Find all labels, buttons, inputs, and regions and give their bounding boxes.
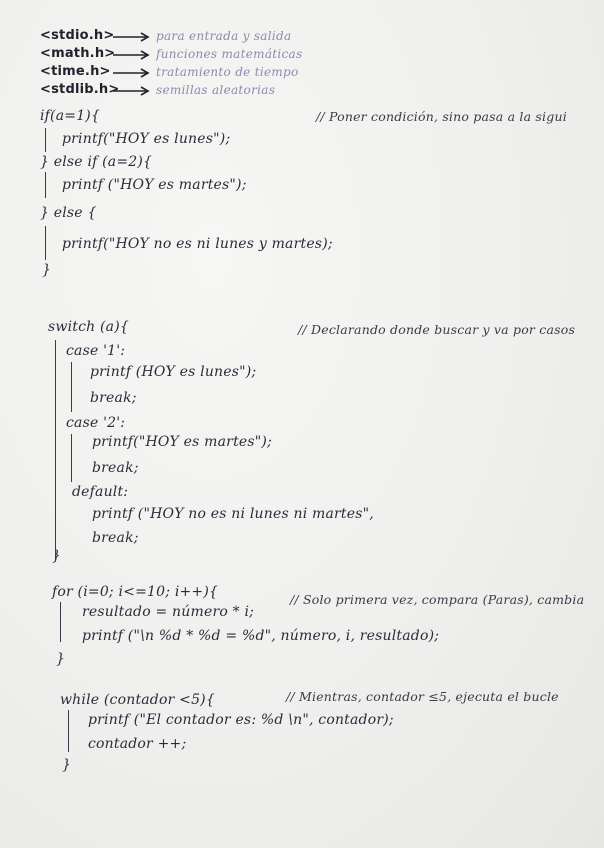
arrow-icon [112, 50, 150, 60]
code-line: while (contador <5){ [60, 692, 215, 708]
code-line: } [52, 548, 62, 564]
code-line: contador ++; [88, 736, 187, 752]
include-header: <stdlib.h> [40, 82, 120, 97]
indent-bar [71, 362, 72, 412]
code-line: } else if (a=2){ [40, 154, 153, 170]
indent-bar [55, 340, 56, 560]
code-comment: // Mientras, contador ≤5, ejecuta el bucle [286, 689, 559, 704]
code-line: printf ("El contador es: %d \n", contador); [88, 712, 394, 728]
code-line: break; [92, 530, 139, 546]
indent-bar [45, 226, 46, 260]
include-note: para entrada y salida [156, 29, 292, 43]
code-line: } [42, 262, 52, 278]
indent-bar [60, 602, 61, 642]
indent-bar [45, 128, 46, 152]
indent-bar [71, 434, 72, 482]
code-line: printf("HOY es martes"); [92, 434, 272, 450]
code-line: printf ("\n %d * %d = %d", número, i, resultado); [82, 628, 440, 644]
code-line: printf("HOY es lunes"); [62, 131, 231, 147]
include-note: tratamiento de tiempo [156, 65, 299, 79]
code-line: printf ("HOY es martes"); [62, 177, 247, 193]
code-comment: // Solo primera vez, compara (Paras), cambia [290, 592, 585, 607]
code-comment: // Declarando donde buscar y va por casos [298, 322, 576, 337]
include-header: <math.h> [40, 46, 116, 61]
arrow-icon [112, 32, 150, 42]
code-line: break; [92, 460, 139, 476]
code-line: } else { [40, 205, 97, 221]
include-note: semillas aleatorias [156, 83, 276, 97]
indent-bar [68, 710, 69, 752]
arrow-icon [112, 68, 150, 78]
code-comment: // Poner condición, sino pasa a la sigui [316, 109, 567, 124]
code-line: } [62, 757, 72, 773]
code-line: resultado = número * i; [82, 604, 255, 620]
code-line: switch (a){ [48, 319, 129, 335]
code-line: printf("HOY no es ni lunes y martes); [62, 236, 333, 252]
code-line: for (i=0; i<=10; i++){ [52, 584, 219, 600]
include-note: funciones matemáticas [156, 47, 303, 61]
include-header: <stdio.h> [40, 28, 115, 43]
code-line: printf (HOY es lunes"); [90, 364, 257, 380]
code-line: printf ("HOY no es ni lunes ni martes", [92, 506, 374, 522]
arrow-icon [112, 86, 150, 96]
code-line: break; [90, 390, 137, 406]
include-header: <time.h> [40, 64, 111, 79]
code-line: case '1': [66, 343, 126, 359]
code-line: } [56, 651, 66, 667]
indent-bar [45, 172, 46, 198]
code-line: default: [72, 484, 129, 500]
code-line: if(a=1){ [40, 108, 101, 124]
code-line: case '2': [66, 415, 126, 431]
